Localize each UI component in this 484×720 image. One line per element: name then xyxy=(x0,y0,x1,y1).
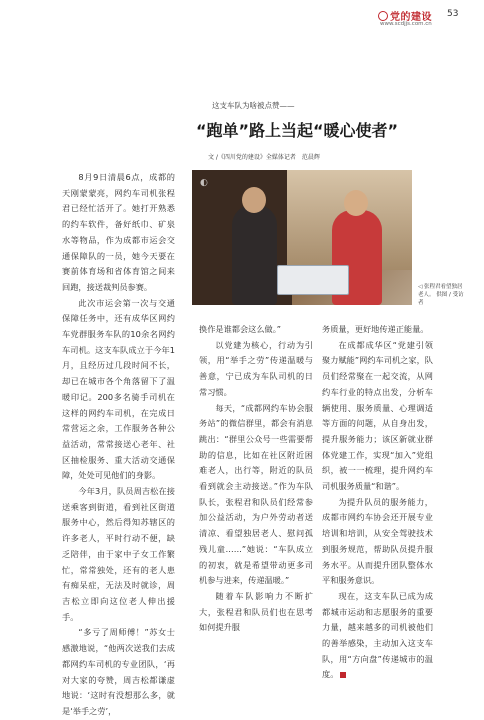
paragraph: 此次市运会第一次与交通保障任务中，还有成华区网约车党群服务车队的10余名网约车司机。这支车队成立于今年1月，且经历过几段时间不长，却已在城市各个角落留下了温暖印记。200多名骑手司机在这样的网约车司机，在完成日常营运之余，工作服务各种公益活动，常常接送心老年、社区抽检服务、重大活动交通保障，处处可见他们的身影。 xyxy=(62,297,175,481)
paragraph: 随着车队影响力不断扩大，张程君和队员们也在思考如何提升服 xyxy=(199,590,313,633)
paragraph: 每天，“成都网约车协会服务站”的微信群里，都会有消息跳出：“群里公众号一些需要帮助的信息，比如在社区附近困难老人，出行等，附近的队员看到就会主动接送。”作为车队队长，张程君和队员们经常参加公益活动，为户外劳动者送清凉、看望独居老人、慰问孤残儿童……”她说：“车队成立的初衷，就是希望带动更多司机参与进来，传递温暖。” xyxy=(199,402,313,586)
paragraph-text: 现在，这支车队已成为成都城市运动和志愿服务的重要力量，越来越多的司机被他们的善举感染，主动加入这支车队，用“方向盘”传递城市的温度。 xyxy=(322,590,433,680)
paragraph-last xyxy=(322,589,433,683)
article-column-1 xyxy=(62,170,175,720)
paragraph: 在成都成华区“党建引领 聚力赋能”网约车司机之家，队员们经常聚在一起交流，从网约车行业的特点出发，分析车辆使用、服务质量、心理调适等方面的问题，从自身出发，提升服务能力；该区新就业群体党建工作，实现“加入”党组织，被一一梳理，提升网约车司机服务质量“和谐”。 xyxy=(322,339,433,492)
page-number: 53 xyxy=(447,9,459,19)
paragraph: 8月9日清晨6点，成都的天刚蒙蒙亮，网约车司机张程君已经忙活开了。她打开熟悉的约车软件，备好纸巾、矿泉水等物品，作为成都市运会交通保障队的一员，她今天要在赛前体育场和省体育馆之间来回跑，接送裁判员参赛。 xyxy=(62,172,175,292)
logo-text: 党的建设 xyxy=(390,12,432,23)
article-byline: 文 /《四川党的建设》全媒体记者 范晨辉 xyxy=(208,154,320,161)
page-header xyxy=(0,0,484,40)
paragraph: 为提升队员的服务能力，成都市网约车协会还开展专业培训和培训，从安全驾驶技术到服务规范，帮助队员提升服务水平。从而提升团队整体水平和服务意识。 xyxy=(322,496,433,586)
gift-bag xyxy=(277,265,349,295)
site-url: www.scdjjs.com.cn xyxy=(380,21,432,27)
paragraph: 务质量，更好地传递正能量。 xyxy=(322,324,429,334)
article-photo xyxy=(192,170,412,305)
article-column-2 xyxy=(199,322,313,636)
paragraph: 今年3月，队员周吉松在接送乘客到街道，看到社区街道服务中心，然后得知苏辖区的许多老人，平时行动不便，缺乏陪伴，由于家中子女工作繁忙，常常独处，还有的老人患有痴呆症，无法及时就诊，周吉松立即向这位老人伸出援手。 xyxy=(62,486,175,622)
article-subtitle: 这支车队为啥被点赞—— xyxy=(212,101,295,110)
photo-caption: ◁ 张程君看望独居老人。 供图 / 受访者 xyxy=(418,284,464,306)
paragraph: 换作是谁都会这么做。” xyxy=(199,324,282,334)
article-column-3 xyxy=(322,322,433,683)
end-mark-icon xyxy=(340,672,346,678)
paragraph: 以党建为核心，行动为引领，用“举手之劳”传递温暖与善意，宁已成为车队司机的日常习惯。 xyxy=(199,339,313,397)
elderly-man-figure xyxy=(232,205,277,305)
paragraph: “多亏了周师傅！”苏女士感激地说，“他两次送我们去成都网约车司机的专业团队，‘再对大家的夸赞，周吉松都谦虚地说：‘这时有没想那么多，就是‘举手之劳’， xyxy=(62,627,175,716)
logo-emblem-icon xyxy=(378,11,388,21)
photo-icon: ◐ xyxy=(200,178,208,188)
article-title: “跑单”路上当起“暖心使者” xyxy=(196,121,399,140)
